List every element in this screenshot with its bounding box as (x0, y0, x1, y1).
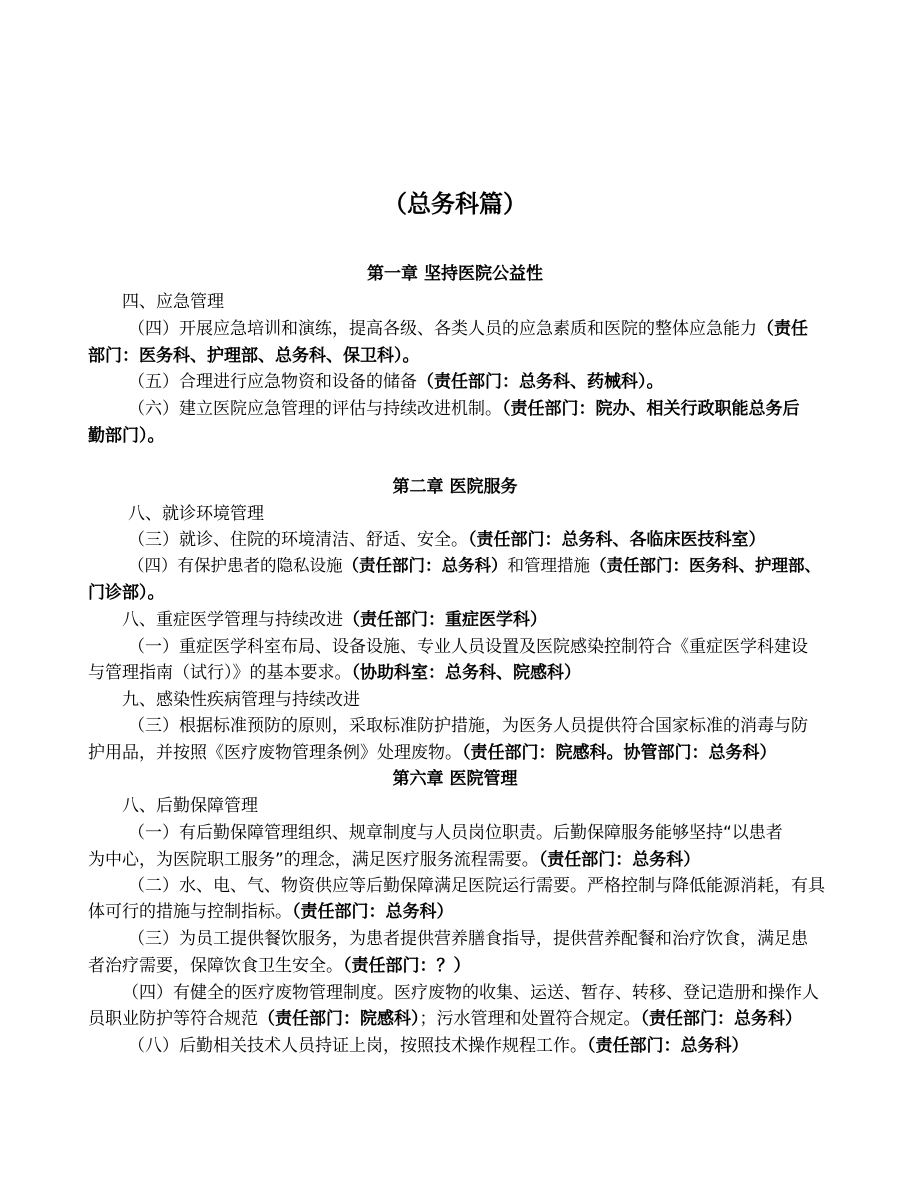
paragraph-line (128, 1034, 868, 1058)
section-heading (122, 688, 862, 712)
text: （四）开展应急培训和演练，提高各级、各类人员的应急素质和医院的整体应急能力 (128, 319, 757, 339)
paragraph-line (88, 661, 828, 685)
paragraph-line (122, 981, 828, 1005)
text: 员职业防护等符合规范 (88, 1009, 258, 1029)
paragraph-line (88, 954, 828, 978)
responsibility-text: （责任部门：总务科、各临床医技科室） (468, 530, 766, 550)
paragraph-line (128, 528, 868, 552)
chapter-heading: 第六章 医院管理 (392, 769, 518, 789)
responsibility-text: （责任部门：医务科、护理部、 (590, 556, 821, 575)
text: 者治疗需要，保障饮食卫生安全。 (88, 956, 343, 976)
paragraph-line (88, 344, 828, 368)
paragraph-line (128, 397, 868, 421)
text: （四）有健全的医疗废物管理制度。医疗废物的收集、运送、暂存、转移、登记造册和操作人 (122, 983, 819, 1003)
responsibility-text: 门诊部）。 (88, 583, 165, 603)
paragraph-line (128, 370, 868, 394)
text: （五）合理进行应急物资和设备的储备 (128, 372, 417, 392)
responsibility-text: 部门：医务科、护理部、总务科、保卫科）。 (88, 346, 420, 366)
text: （一）有后勤保障管理组织、规章制度与人员岗位职责。后勤保障服务能够坚持“以患者 (128, 823, 783, 843)
text: 九、感染性疾病管理与持续改进 (122, 690, 360, 710)
paragraph-line (88, 741, 828, 765)
text: （八）后勤相关技术人员持证上岗，按照技术操作规程工作。 (128, 1036, 587, 1056)
responsibility-text: （责任部门：院感科） (258, 1009, 420, 1029)
responsibility-text: （责任部门：总务科） (640, 1009, 802, 1029)
paragraph-line (88, 900, 828, 924)
responsibility-text: （责任部门：总务科） (292, 902, 454, 922)
text: 体可行的措施与控制指标。 (88, 902, 292, 922)
text: （三）为员工提供餐饮服务，为患者提供营养膳食指导，提供营养配餐和治疗饮食，满足患 (128, 929, 808, 949)
text: （三）根据标准预防的原则，采取标准防护措施，为医务人员提供符合国家标准的消毒与防 (128, 716, 808, 736)
responsibility-text: 勤部门）。 (88, 426, 165, 446)
text: （六）建立医院应急管理的评估与持续改进机制。 (128, 399, 502, 419)
paragraph-line (88, 848, 828, 872)
responsibility-text: （责任部门：？） (343, 956, 471, 976)
paragraph-line (88, 424, 828, 448)
text: 为中心，为医院职工服务”的理念，满足医疗服务流程需要。 (88, 850, 539, 870)
section-heading (128, 502, 868, 526)
responsibility-text: （责任部门：总务科） (538, 850, 701, 870)
section-heading (122, 794, 862, 818)
section-heading (122, 290, 862, 314)
text: （二）水、电、气、物资供应等后勤保障满足医院运行需要。严格控制与降低能源消耗，有具 (128, 876, 825, 896)
text: 护用品，并按照《医疗废物管理条例》处理废物。 (88, 743, 462, 763)
paragraph-line (128, 821, 828, 845)
chapter-heading: 第二章 医院服务 (392, 477, 518, 497)
responsibility-text: （责任部门：总务科、药械科）。 (417, 372, 664, 392)
text: 与管理指南（试行）》的基本要求。 (88, 663, 352, 683)
responsibility-text: （责任部门：院感科。协管部门：总务科） (462, 743, 777, 763)
document-title: （总务科篇） (383, 190, 527, 218)
paragraph-line (88, 1007, 828, 1031)
text: 八、重症医学管理与持续改进 (122, 610, 343, 630)
paragraph-line (128, 714, 828, 738)
paragraph-line (128, 317, 828, 341)
section-heading (122, 608, 862, 632)
responsibility-text: （责任部门：重症医学科） (343, 610, 547, 630)
chapter-heading: 第一章 坚持医院公益性 (367, 264, 543, 284)
text: ；污水管理和处置符合规定。 (419, 1009, 641, 1029)
paragraph-line (128, 635, 828, 659)
responsibility-text: （责任部门：总务科） (342, 556, 508, 575)
text: 四、应急管理 (122, 292, 224, 312)
text: （四）有保护患者的隐私设施 (128, 556, 343, 575)
text: （三）就诊、住院的环境清洁、舒适、安全。 (128, 530, 468, 550)
responsibility-text: （责任 (757, 319, 808, 339)
responsibility-text: （责任部门：总务科） (587, 1036, 749, 1056)
text: 八、就诊环境管理 (128, 504, 264, 524)
text: 八、后勤保障管理 (122, 796, 258, 816)
text: （一）重症医学科室布局、设备设施、专业人员设置及医院感染控制符合《重症医学科建设 (128, 637, 808, 657)
paragraph-line (88, 581, 828, 605)
paragraph-line (128, 554, 828, 578)
responsibility-text: （协助科室：总务科、院感科） (351, 663, 581, 683)
text: 和管理措施 (507, 556, 590, 575)
paragraph-line (128, 874, 828, 898)
responsibility-text: （责任部门：院办、相关行政职能总务后 (502, 399, 800, 419)
paragraph-line (128, 927, 828, 951)
